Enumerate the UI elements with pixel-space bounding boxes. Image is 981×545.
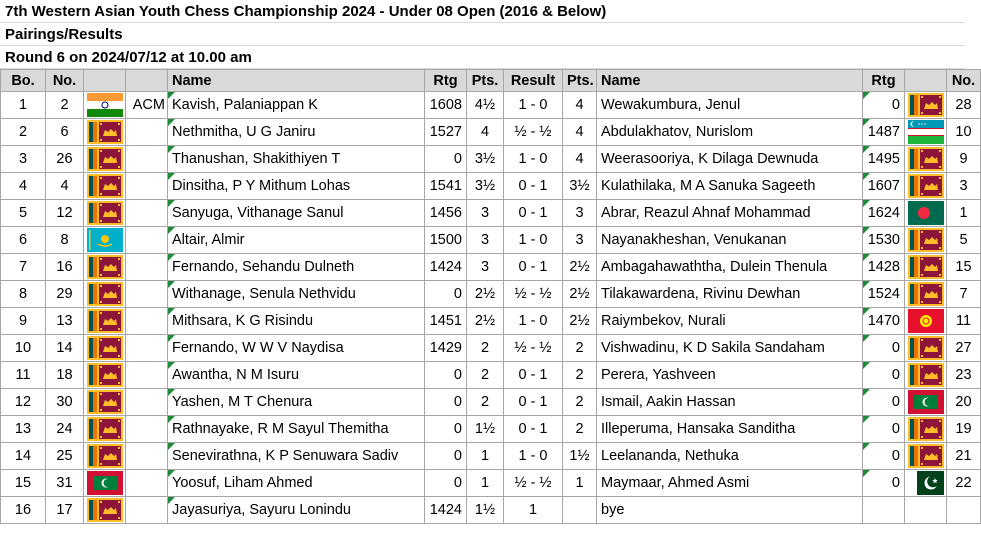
sri-lanka-flag — [84, 308, 126, 335]
black-player-name: Ismail, Aakin Hassan — [597, 389, 863, 416]
pairings-table — [0, 69, 981, 524]
game-result: 1 - 0 — [504, 227, 563, 254]
black-start-number: 23 — [947, 362, 981, 389]
black-player-name: Leelananda, Nethuka — [597, 443, 863, 470]
white-title — [126, 497, 168, 524]
black-points: 4 — [563, 146, 597, 173]
col-header-start-no-white: No. — [46, 70, 84, 92]
game-result: 1 — [504, 497, 563, 524]
board-number: 13 — [1, 416, 46, 443]
white-start-number: 16 — [46, 254, 84, 281]
pairing-row — [1, 335, 981, 362]
white-rating: 1429 — [425, 335, 467, 362]
game-result: ½ - ½ — [504, 335, 563, 362]
white-points: 2 — [467, 335, 504, 362]
black-rating: 0 — [863, 92, 905, 119]
white-start-number: 13 — [46, 308, 84, 335]
black-points: 3 — [563, 200, 597, 227]
sri-lanka-flag — [905, 227, 947, 254]
white-title — [126, 254, 168, 281]
col-header-flag-white — [84, 70, 126, 92]
white-start-number: 30 — [46, 389, 84, 416]
game-result: 1 - 0 — [504, 443, 563, 470]
white-player-name: Yashen, M T Chenura — [168, 389, 425, 416]
black-rating: 1607 — [863, 173, 905, 200]
black-points — [563, 497, 597, 524]
white-rating: 1608 — [425, 92, 467, 119]
black-points: 2 — [563, 416, 597, 443]
black-rating: 1470 — [863, 308, 905, 335]
white-title — [126, 227, 168, 254]
game-result: ½ - ½ — [504, 470, 563, 497]
black-start-number: 19 — [947, 416, 981, 443]
white-points: 3 — [467, 254, 504, 281]
white-points: 1½ — [467, 497, 504, 524]
game-result: 1 - 0 — [504, 308, 563, 335]
header-row — [1, 70, 981, 92]
sri-lanka-flag — [84, 119, 126, 146]
white-title — [126, 200, 168, 227]
white-rating: 1527 — [425, 119, 467, 146]
black-rating: 0 — [863, 389, 905, 416]
col-header-rating-white: Rtg — [425, 70, 467, 92]
white-title — [126, 308, 168, 335]
white-player-name: Fernando, W W V Naydisa — [168, 335, 425, 362]
board-number: 11 — [1, 362, 46, 389]
pairing-row — [1, 443, 981, 470]
maldives-flag — [84, 470, 126, 497]
black-rating: 0 — [863, 470, 905, 497]
pairing-row — [1, 389, 981, 416]
black-start-number: 5 — [947, 227, 981, 254]
white-start-number: 2 — [46, 92, 84, 119]
white-points: 3½ — [467, 173, 504, 200]
white-title — [126, 119, 168, 146]
white-points: 2½ — [467, 281, 504, 308]
white-rating: 0 — [425, 281, 467, 308]
pairing-row — [1, 173, 981, 200]
white-rating: 1456 — [425, 200, 467, 227]
black-start-number: 15 — [947, 254, 981, 281]
sri-lanka-flag — [905, 281, 947, 308]
sri-lanka-flag — [84, 497, 126, 524]
black-start-number: 22 — [947, 470, 981, 497]
black-points: 1½ — [563, 443, 597, 470]
white-rating: 0 — [425, 416, 467, 443]
white-title — [126, 146, 168, 173]
sri-lanka-flag — [905, 146, 947, 173]
black-points: 2 — [563, 389, 597, 416]
white-points: 3½ — [467, 146, 504, 173]
black-points: 2 — [563, 362, 597, 389]
white-start-number: 17 — [46, 497, 84, 524]
white-rating: 1424 — [425, 497, 467, 524]
pairing-row — [1, 416, 981, 443]
black-player-name: Weerasooriya, K Dilaga Dewnuda — [597, 146, 863, 173]
black-player-name: Ambagahawaththa, Dulein Thenula — [597, 254, 863, 281]
col-header-points-white: Pts. — [563, 70, 597, 92]
black-rating: 0 — [863, 335, 905, 362]
white-points: 4½ — [467, 92, 504, 119]
section-title: Pairings/Results — [0, 23, 965, 46]
pairing-row — [1, 470, 981, 497]
white-player-name: Thanushan, Shakithiyen T — [168, 146, 425, 173]
black-start-number: 28 — [947, 92, 981, 119]
white-player-name: Yoosuf, Liham Ahmed — [168, 470, 425, 497]
white-player-name: Fernando, Sehandu Dulneth — [168, 254, 425, 281]
black-start-number: 20 — [947, 389, 981, 416]
white-title — [126, 389, 168, 416]
board-number: 16 — [1, 497, 46, 524]
black-start-number: 9 — [947, 146, 981, 173]
black-rating: 1530 — [863, 227, 905, 254]
round-info: Round 6 on 2024/07/12 at 10.00 am — [0, 46, 965, 69]
black-start-number — [947, 497, 981, 524]
tournament-title: 7th Western Asian Youth Chess Championship 2024 - Under 08 Open (2016 & Below) — [0, 0, 965, 23]
sri-lanka-flag — [84, 254, 126, 281]
kazakhstan-flag — [84, 227, 126, 254]
game-result: 0 - 1 — [504, 389, 563, 416]
black-player-name: bye — [597, 497, 863, 524]
sri-lanka-flag — [84, 281, 126, 308]
black-points: 4 — [563, 92, 597, 119]
bangladesh-flag — [905, 200, 947, 227]
white-points: 1½ — [467, 416, 504, 443]
black-player-name: Wewakumbura, Jenul — [597, 92, 863, 119]
sri-lanka-flag — [84, 200, 126, 227]
white-rating: 1424 — [425, 254, 467, 281]
white-rating: 0 — [425, 443, 467, 470]
white-title: ACM — [126, 92, 168, 119]
col-header-start-no-black: No. — [947, 70, 981, 92]
black-rating: 1624 — [863, 200, 905, 227]
india-flag — [84, 92, 126, 119]
col-header-result-white: Result — [504, 70, 563, 92]
black-points: 3 — [563, 227, 597, 254]
board-number: 2 — [1, 119, 46, 146]
pairing-row — [1, 200, 981, 227]
board-number: 12 — [1, 389, 46, 416]
sri-lanka-flag — [84, 443, 126, 470]
black-points: 2½ — [563, 281, 597, 308]
pairing-row — [1, 119, 981, 146]
white-rating: 0 — [425, 389, 467, 416]
white-player-name: Senevirathna, K P Senuwara Sadiv — [168, 443, 425, 470]
white-title — [126, 416, 168, 443]
col-header-rating-black: Rtg — [863, 70, 905, 92]
sri-lanka-flag — [905, 254, 947, 281]
white-rating: 0 — [425, 470, 467, 497]
sri-lanka-flag — [905, 92, 947, 119]
black-rating: 1428 — [863, 254, 905, 281]
game-result: 0 - 1 — [504, 362, 563, 389]
white-title — [126, 443, 168, 470]
white-title — [126, 281, 168, 308]
board-number: 15 — [1, 470, 46, 497]
game-result: 0 - 1 — [504, 254, 563, 281]
board-number: 7 — [1, 254, 46, 281]
white-rating: 1451 — [425, 308, 467, 335]
black-points: 2 — [563, 335, 597, 362]
white-points: 3 — [467, 227, 504, 254]
black-player-name: Abdulakhatov, Nurislom — [597, 119, 863, 146]
board-number: 8 — [1, 281, 46, 308]
black-player-name: Kulathilaka, M A Sanuka Sageeth — [597, 173, 863, 200]
board-number: 14 — [1, 443, 46, 470]
black-rating — [863, 497, 905, 524]
black-points: 2½ — [563, 254, 597, 281]
white-title — [126, 173, 168, 200]
sri-lanka-flag — [84, 362, 126, 389]
col-header-flag-black — [905, 70, 947, 92]
white-rating: 1541 — [425, 173, 467, 200]
white-start-number: 24 — [46, 416, 84, 443]
game-result: 0 - 1 — [504, 416, 563, 443]
white-points: 2 — [467, 362, 504, 389]
board-number: 6 — [1, 227, 46, 254]
board-number: 1 — [1, 92, 46, 119]
col-header-points-white: Pts. — [467, 70, 504, 92]
pairing-row — [1, 362, 981, 389]
black-player-name: Abrar, Reazul Ahnaf Mohammad — [597, 200, 863, 227]
black-points: 2½ — [563, 308, 597, 335]
pairing-row — [1, 92, 981, 119]
white-points: 2½ — [467, 308, 504, 335]
sri-lanka-flag — [84, 173, 126, 200]
black-start-number: 11 — [947, 308, 981, 335]
white-rating: 0 — [425, 146, 467, 173]
white-player-name: Awantha, N M Isuru — [168, 362, 425, 389]
white-player-name: Jayasuriya, Sayuru Lonindu — [168, 497, 425, 524]
pairing-row — [1, 227, 981, 254]
black-start-number: 21 — [947, 443, 981, 470]
white-start-number: 25 — [46, 443, 84, 470]
game-result: 1 - 0 — [504, 92, 563, 119]
black-points: 1 — [563, 470, 597, 497]
white-start-number: 14 — [46, 335, 84, 362]
white-start-number: 31 — [46, 470, 84, 497]
black-rating: 0 — [863, 443, 905, 470]
game-result: ½ - ½ — [504, 119, 563, 146]
black-points: 4 — [563, 119, 597, 146]
sri-lanka-flag — [905, 335, 947, 362]
white-rating: 1500 — [425, 227, 467, 254]
black-points: 3½ — [563, 173, 597, 200]
white-player-name: Altair, Almir — [168, 227, 425, 254]
black-rating: 1495 — [863, 146, 905, 173]
white-start-number: 12 — [46, 200, 84, 227]
white-start-number: 8 — [46, 227, 84, 254]
white-points: 3 — [467, 200, 504, 227]
black-start-number: 27 — [947, 335, 981, 362]
board-number: 10 — [1, 335, 46, 362]
white-start-number: 4 — [46, 173, 84, 200]
white-player-name: Nethmitha, U G Janiru — [168, 119, 425, 146]
pakistan-flag — [905, 470, 947, 497]
white-points: 4 — [467, 119, 504, 146]
white-start-number: 29 — [46, 281, 84, 308]
game-result: 0 - 1 — [504, 173, 563, 200]
black-player-name: Maymaar, Ahmed Asmi — [597, 470, 863, 497]
board-number: 9 — [1, 308, 46, 335]
black-player-name: Perera, Yashveen — [597, 362, 863, 389]
sri-lanka-flag — [905, 362, 947, 389]
black-rating: 1524 — [863, 281, 905, 308]
white-start-number: 18 — [46, 362, 84, 389]
board-number: 4 — [1, 173, 46, 200]
sri-lanka-flag — [905, 443, 947, 470]
white-player-name: Rathnayake, R M Sayul Themitha — [168, 416, 425, 443]
col-header-name-white: Name — [168, 70, 425, 92]
black-start-number: 1 — [947, 200, 981, 227]
white-title — [126, 470, 168, 497]
black-start-number: 10 — [947, 119, 981, 146]
kyrgyzstan-flag — [905, 308, 947, 335]
sri-lanka-flag — [84, 335, 126, 362]
col-header-board: Bo. — [1, 70, 46, 92]
board-number: 3 — [1, 146, 46, 173]
board-number: 5 — [1, 200, 46, 227]
black-player-name: Tilakawardena, Rivinu Dewhan — [597, 281, 863, 308]
white-title — [126, 335, 168, 362]
white-start-number: 26 — [46, 146, 84, 173]
sri-lanka-flag — [84, 416, 126, 443]
pairing-row — [1, 254, 981, 281]
flag-cell — [905, 497, 947, 524]
black-start-number: 3 — [947, 173, 981, 200]
white-player-name: Withanage, Senula Nethvidu — [168, 281, 425, 308]
sri-lanka-flag — [905, 173, 947, 200]
black-rating: 0 — [863, 362, 905, 389]
white-player-name: Kavish, Palaniappan K — [168, 92, 425, 119]
white-player-name: Dinsitha, P Y Mithum Lohas — [168, 173, 425, 200]
pairing-row — [1, 497, 981, 524]
game-result: ½ - ½ — [504, 281, 563, 308]
black-player-name: Vishwadinu, K D Sakila Sandaham — [597, 335, 863, 362]
white-points: 2 — [467, 389, 504, 416]
pairing-row — [1, 308, 981, 335]
game-result: 1 - 0 — [504, 146, 563, 173]
sri-lanka-flag — [905, 416, 947, 443]
white-player-name: Mithsara, K G Risindu — [168, 308, 425, 335]
pairing-row — [1, 146, 981, 173]
pairing-row — [1, 281, 981, 308]
white-points: 1 — [467, 470, 504, 497]
white-title — [126, 362, 168, 389]
black-player-name: Raiymbekov, Nurali — [597, 308, 863, 335]
white-points: 1 — [467, 443, 504, 470]
black-rating: 1487 — [863, 119, 905, 146]
col-header-name-black: Name — [597, 70, 863, 92]
black-player-name: Nayanakheshan, Venukanan — [597, 227, 863, 254]
col-header-title-white — [126, 70, 168, 92]
game-result: 0 - 1 — [504, 200, 563, 227]
white-player-name: Sanyuga, Vithanage Sanul — [168, 200, 425, 227]
black-player-name: Illeperuma, Hansaka Sanditha — [597, 416, 863, 443]
white-rating: 0 — [425, 362, 467, 389]
uzbekistan-flag — [905, 119, 947, 146]
sri-lanka-flag — [84, 389, 126, 416]
white-start-number: 6 — [46, 119, 84, 146]
black-rating: 0 — [863, 416, 905, 443]
black-start-number: 7 — [947, 281, 981, 308]
maldives-flag — [905, 389, 947, 416]
sri-lanka-flag — [84, 146, 126, 173]
